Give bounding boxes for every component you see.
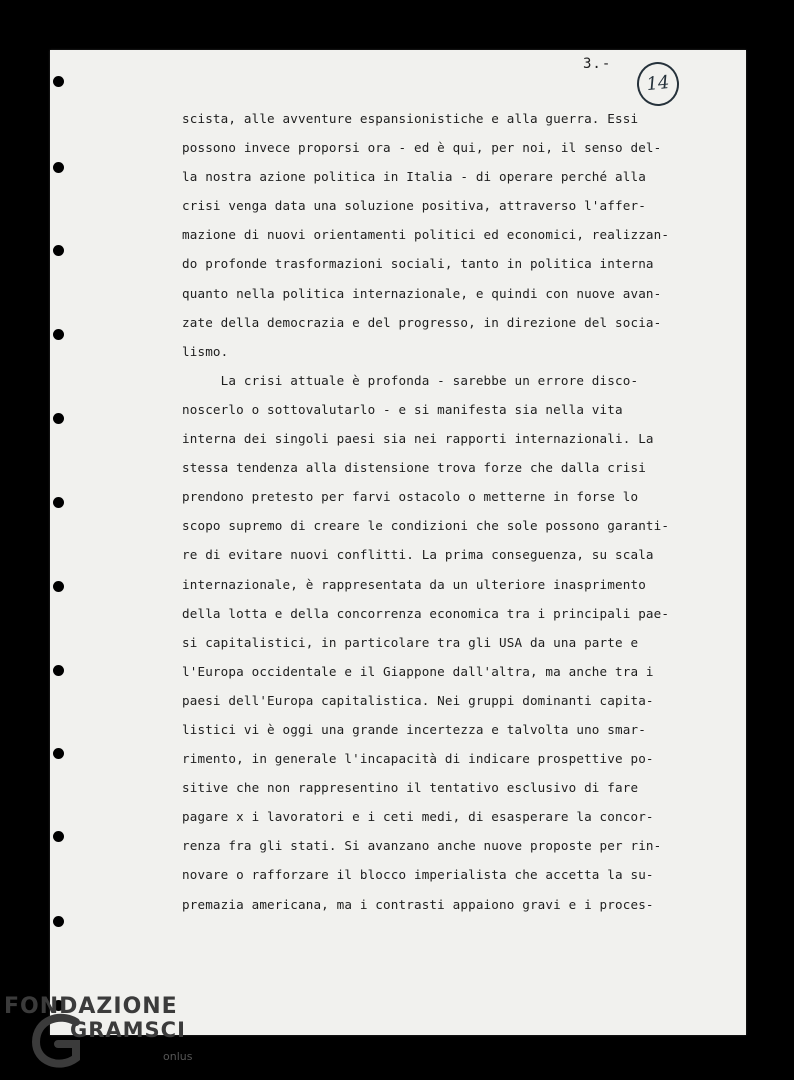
text-line: paesi dell'Europa capitalistica. Nei gruppi dominanti capita- (182, 692, 654, 708)
text-line: possono invece proporsi ora - ed è qui, per noi, il senso del- (182, 140, 662, 156)
typewritten-body (182, 104, 682, 919)
text-line: sitive che non rappresentino il tentativo esclusivo di fare (182, 780, 639, 796)
text-line: scista, alle avventure espansionistiche e alla guerra. Essi (182, 111, 639, 126)
binder-hole (53, 581, 64, 592)
folio-stamp: 14 (635, 60, 681, 108)
text-line: della lotta e della concorrenza economica tra i principali pae- (182, 605, 670, 621)
binder-hole (53, 413, 64, 424)
text-line: premazia americana, ma i contrasti appaiono gravi e i proces- (182, 896, 654, 912)
text-line: pagare x i lavoratori e i ceti medi, di esasperare la concor- (182, 809, 654, 825)
text-line: rimento, in generale l'incapacità di indicare prospettive po- (182, 751, 654, 767)
binder-hole (53, 748, 64, 759)
binder-hole (53, 162, 64, 173)
fondazione-gramsci-watermark (0, 990, 200, 1080)
text-line: stessa tendenza alla distensione trova forze che dalla crisi (182, 460, 646, 476)
text-line: quanto nella politica internazionale, e quindi con nuove avan- (182, 285, 662, 301)
binder-hole (53, 497, 64, 508)
watermark-line-2: GRAMSCI (70, 1018, 186, 1042)
binder-hole (53, 916, 64, 927)
text-line: renza fra gli stati. Si avanzano anche nuove proposte per rin- (182, 838, 662, 854)
text-line: mazione di nuovi orientamenti politici ed economici, realizzan- (182, 227, 670, 243)
text-line: la nostra azione politica in Italia - di operare perché alla (182, 169, 646, 185)
text-line: scopo supremo di creare le condizioni che sole possono garanti- (182, 518, 670, 534)
binder-hole (53, 329, 64, 340)
binder-hole (53, 831, 64, 842)
page-number: 3.- (583, 56, 612, 72)
text-line: prendono pretesto per farvi ostacolo o metterne in forse lo (182, 489, 639, 505)
text-line: internazionale, è rappresentata da un ulteriore inasprimento (182, 576, 646, 592)
text-line: listici vi è oggi una grande incertezza e talvolta uno smar- (182, 721, 646, 737)
text-line: si capitalistici, in particolare tra gli USA da una parte e (182, 634, 639, 650)
watermark-line-1: FONDAZIONE (4, 994, 178, 1019)
text-line: l'Europa occidentale e il Giappone dall'altra, ma anche tra i (182, 663, 654, 679)
text-line: zate della democrazia e del progresso, in direzione del socia- (182, 314, 662, 330)
text-line: interna dei singoli paesi sia nei rapporti internazionali. La (182, 431, 654, 447)
text-line: crisi venga data una soluzione positiva, attraverso l'affer- (182, 198, 646, 214)
binder-hole (53, 245, 64, 256)
text-line: do profonde trasformazioni sociali, tanto in politica interna (182, 256, 654, 272)
binder-hole (53, 76, 64, 87)
watermark-line-3: onlus (163, 1050, 193, 1063)
text-line: La crisi attuale è profonda - sarebbe un errore disco- (182, 372, 639, 388)
text-line: noscerlo o sottovalutarlo - e si manifesta sia nella vita (182, 401, 623, 417)
text-line: lismo. (182, 343, 229, 359)
binder-hole (53, 665, 64, 676)
text-line: novare o rafforzare il blocco imperialista che accetta la su- (182, 867, 654, 883)
text-line: re di evitare nuovi conflitti. La prima conseguenza, su scala (182, 547, 654, 563)
